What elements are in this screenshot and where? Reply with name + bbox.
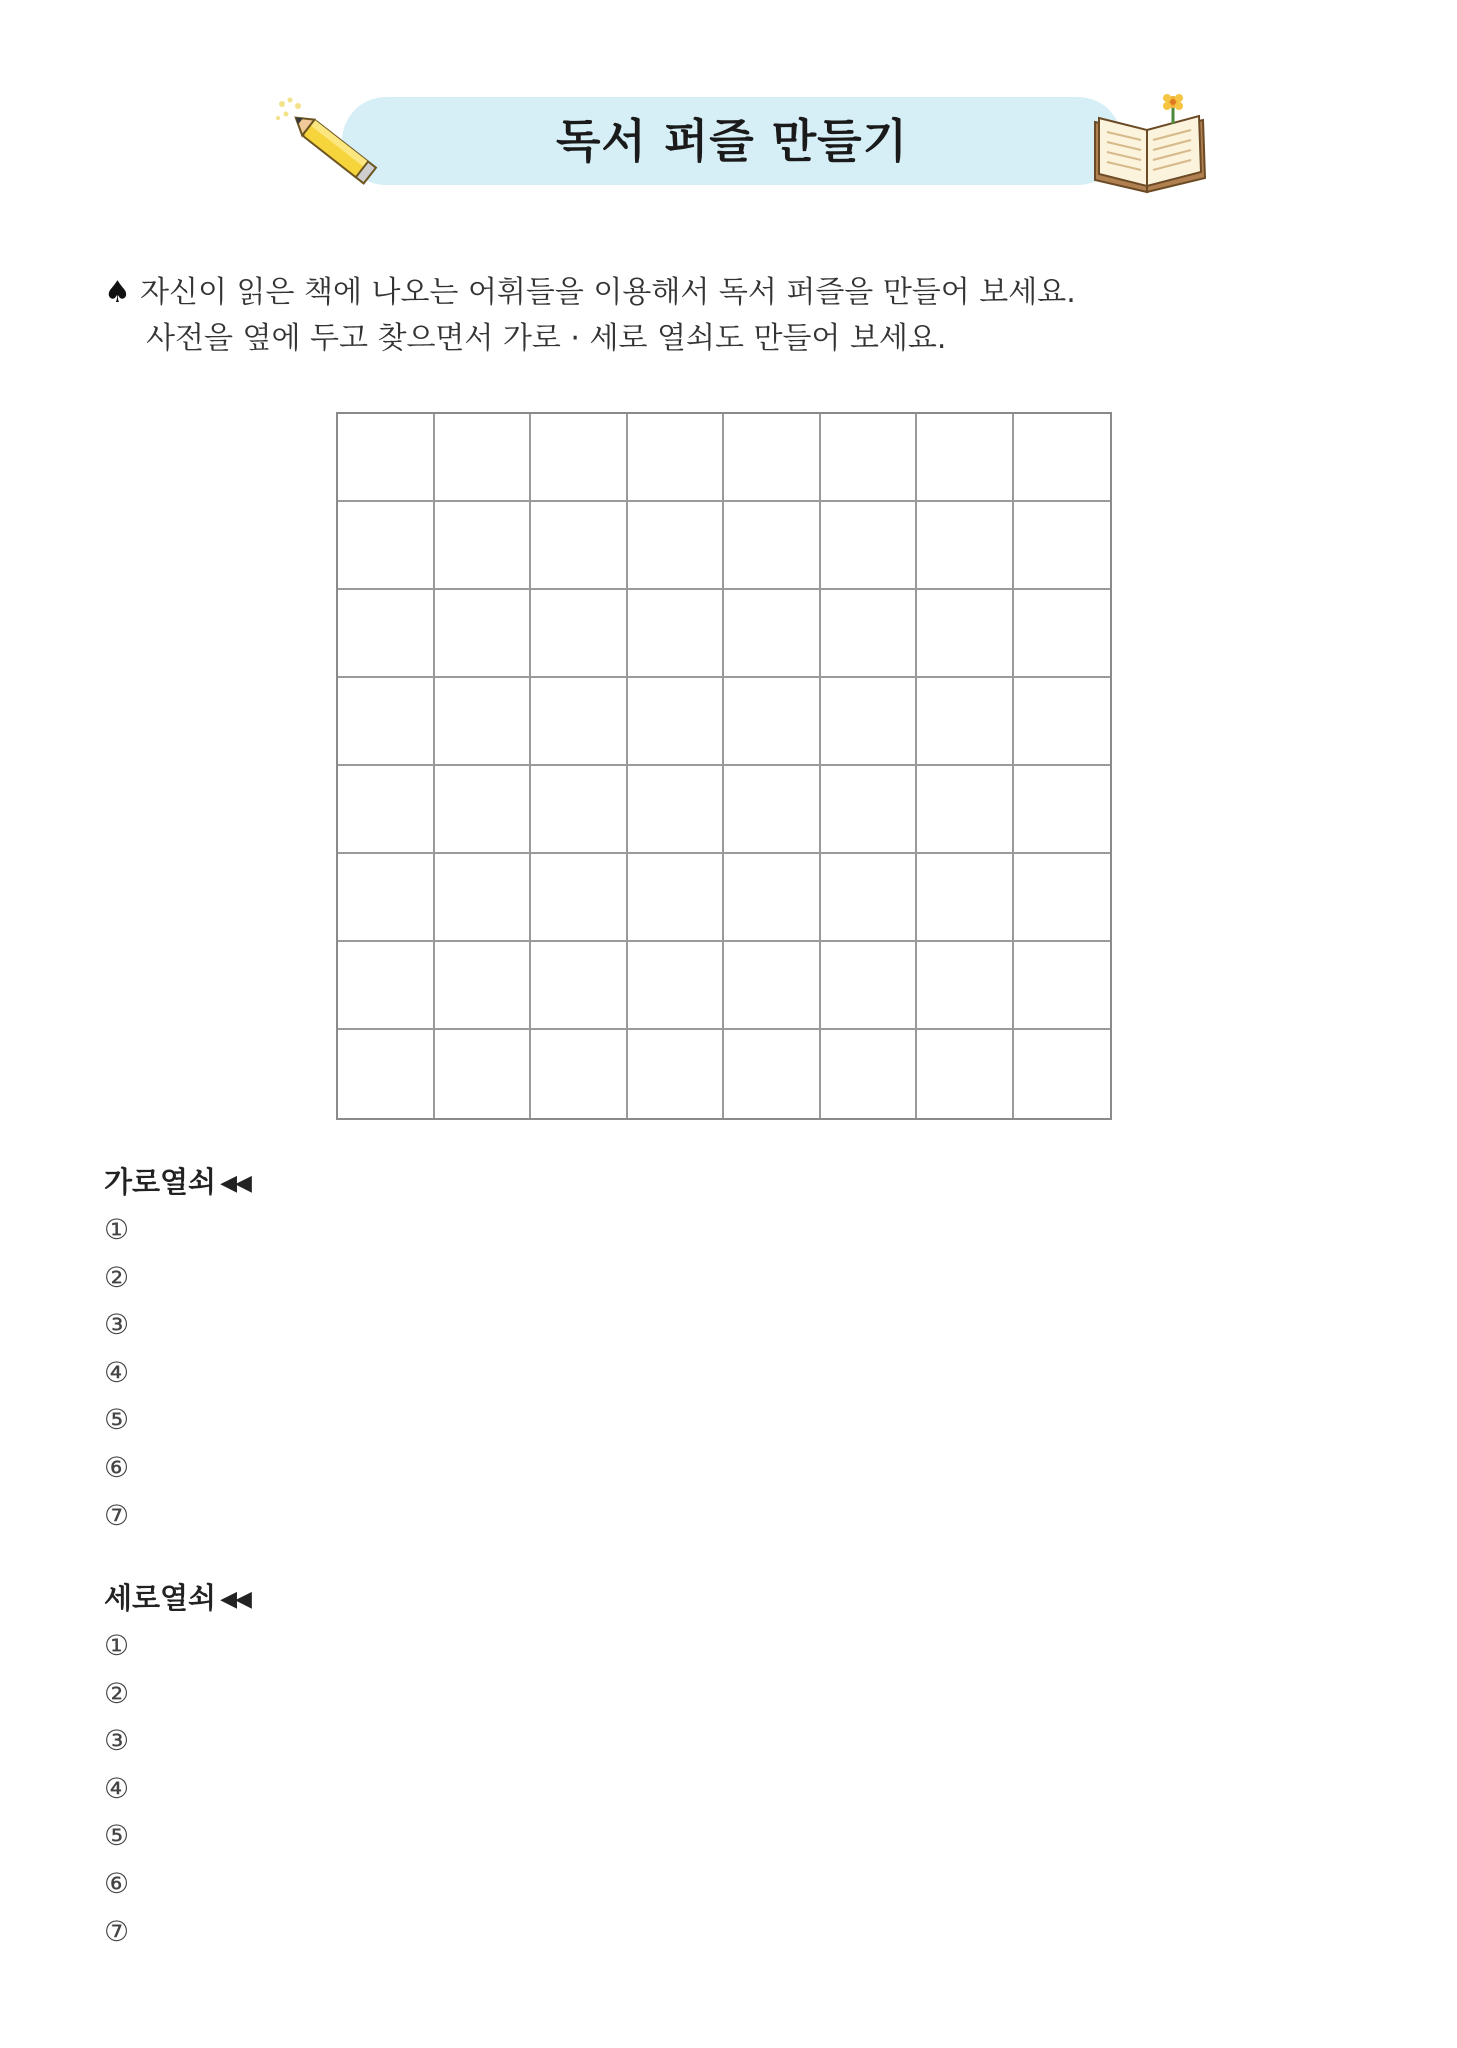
grid-cell[interactable]	[531, 414, 628, 502]
grid-cell[interactable]	[435, 502, 532, 590]
grid-cell[interactable]	[917, 590, 1014, 678]
grid-cell[interactable]	[1014, 414, 1111, 502]
grid-cell[interactable]	[821, 766, 918, 854]
grid-cell[interactable]	[724, 502, 821, 590]
grid-cell[interactable]	[338, 766, 435, 854]
grid-cell[interactable]	[724, 942, 821, 1030]
across-clues	[104, 1158, 704, 1539]
grid-cell[interactable]	[338, 1030, 435, 1118]
across-heading	[104, 1158, 704, 1206]
grid-cell[interactable]	[724, 590, 821, 678]
grid-cell[interactable]	[1014, 1030, 1111, 1118]
instruction-text-2: 사전을 옆에 두고 찾으면서 가로 · 세로 열쇠도 만들어 보세요.	[146, 321, 947, 356]
grid-cell[interactable]	[1014, 942, 1111, 1030]
grid-cell[interactable]	[435, 678, 532, 766]
grid-cell[interactable]	[628, 854, 725, 942]
grid-cell[interactable]	[821, 854, 918, 942]
grid-cell[interactable]	[435, 766, 532, 854]
across-clue-item: ③	[104, 1308, 130, 1342]
across-clue-item: ④	[104, 1355, 130, 1389]
grid-cell[interactable]	[1014, 590, 1111, 678]
pencil-icon	[272, 96, 392, 196]
down-clue-list	[104, 1622, 704, 1955]
down-clue-item: ③	[104, 1724, 130, 1758]
puzzle-grid	[336, 412, 1112, 1120]
down-clue-item: ②	[104, 1676, 130, 1710]
grid-cell[interactable]	[821, 942, 918, 1030]
grid-cell[interactable]	[338, 502, 435, 590]
grid-cell[interactable]	[338, 414, 435, 502]
down-clue-item: ④	[104, 1771, 130, 1805]
open-book-icon	[1085, 92, 1215, 202]
down-clue-item: ⑤	[104, 1819, 130, 1853]
spade-bullet-icon: ♠	[104, 275, 131, 310]
grid-cell[interactable]	[917, 678, 1014, 766]
grid-cell[interactable]	[821, 1030, 918, 1118]
grid-cell[interactable]	[531, 502, 628, 590]
grid-cell[interactable]	[628, 502, 725, 590]
grid-cell[interactable]	[917, 502, 1014, 590]
grid-cell[interactable]	[628, 590, 725, 678]
grid-cell[interactable]	[724, 854, 821, 942]
grid-cell[interactable]	[821, 678, 918, 766]
across-clue-item: ⑥	[104, 1450, 130, 1484]
grid-cell[interactable]	[531, 854, 628, 942]
down-heading-text: 세로열쇠	[104, 1581, 217, 1615]
grid-cell[interactable]	[531, 678, 628, 766]
grid-cell[interactable]	[435, 942, 532, 1030]
down-heading	[104, 1574, 704, 1622]
grid-cell[interactable]	[821, 414, 918, 502]
grid-cell[interactable]	[1014, 678, 1111, 766]
grid-cell[interactable]	[435, 414, 532, 502]
grid-cell[interactable]	[531, 590, 628, 678]
grid-cell[interactable]	[724, 1030, 821, 1118]
grid-cell[interactable]	[628, 942, 725, 1030]
grid-cell[interactable]	[1014, 854, 1111, 942]
instructions	[104, 270, 1354, 362]
grid-cell[interactable]	[917, 766, 1014, 854]
grid-cell[interactable]	[531, 766, 628, 854]
across-clue-list	[104, 1206, 704, 1539]
grid-cell[interactable]	[628, 1030, 725, 1118]
across-clue-item: ⑦	[104, 1498, 130, 1532]
grid-cell[interactable]	[628, 414, 725, 502]
grid-cell[interactable]	[338, 854, 435, 942]
grid-cell[interactable]	[338, 590, 435, 678]
arrow-left-icon: ◀◀	[220, 1171, 250, 1196]
grid-cell[interactable]	[435, 1030, 532, 1118]
across-clue-item: ②	[104, 1260, 130, 1294]
across-clue-item: ⑤	[104, 1403, 130, 1437]
grid-cell[interactable]	[628, 766, 725, 854]
grid-cell[interactable]	[628, 678, 725, 766]
grid-cell[interactable]	[531, 942, 628, 1030]
across-heading-text: 가로열쇠	[104, 1165, 217, 1199]
grid-cell[interactable]	[724, 414, 821, 502]
grid-cell[interactable]	[1014, 502, 1111, 590]
grid-cell[interactable]	[917, 414, 1014, 502]
grid-cell[interactable]	[435, 590, 532, 678]
down-clue-item: ①	[104, 1629, 130, 1662]
instruction-line-1	[104, 270, 1354, 316]
grid-cell[interactable]	[435, 854, 532, 942]
across-clue-item: ①	[104, 1213, 130, 1246]
down-clue-item: ⑥	[104, 1866, 130, 1900]
grid-cell[interactable]	[724, 678, 821, 766]
grid-cell[interactable]	[1014, 766, 1111, 854]
arrow-left-icon: ◀◀	[220, 1587, 250, 1612]
grid-cell[interactable]	[724, 766, 821, 854]
grid-cell[interactable]	[338, 942, 435, 1030]
grid-cell[interactable]	[917, 854, 1014, 942]
instruction-text-1: 자신이 읽은 책에 나오는 어휘들을 이용해서 독서 퍼즐을 만들어 보세요.	[140, 275, 1076, 310]
down-clues	[104, 1574, 704, 1955]
grid-cell[interactable]	[917, 942, 1014, 1030]
grid-cell[interactable]	[917, 1030, 1014, 1118]
down-clue-item: ⑦	[104, 1914, 130, 1948]
grid-cell[interactable]	[531, 1030, 628, 1118]
grid-cell[interactable]	[821, 502, 918, 590]
page-title: 독서 퍼즐 만들기	[555, 114, 909, 168]
grid-cell[interactable]	[338, 678, 435, 766]
grid-cell[interactable]	[821, 590, 918, 678]
